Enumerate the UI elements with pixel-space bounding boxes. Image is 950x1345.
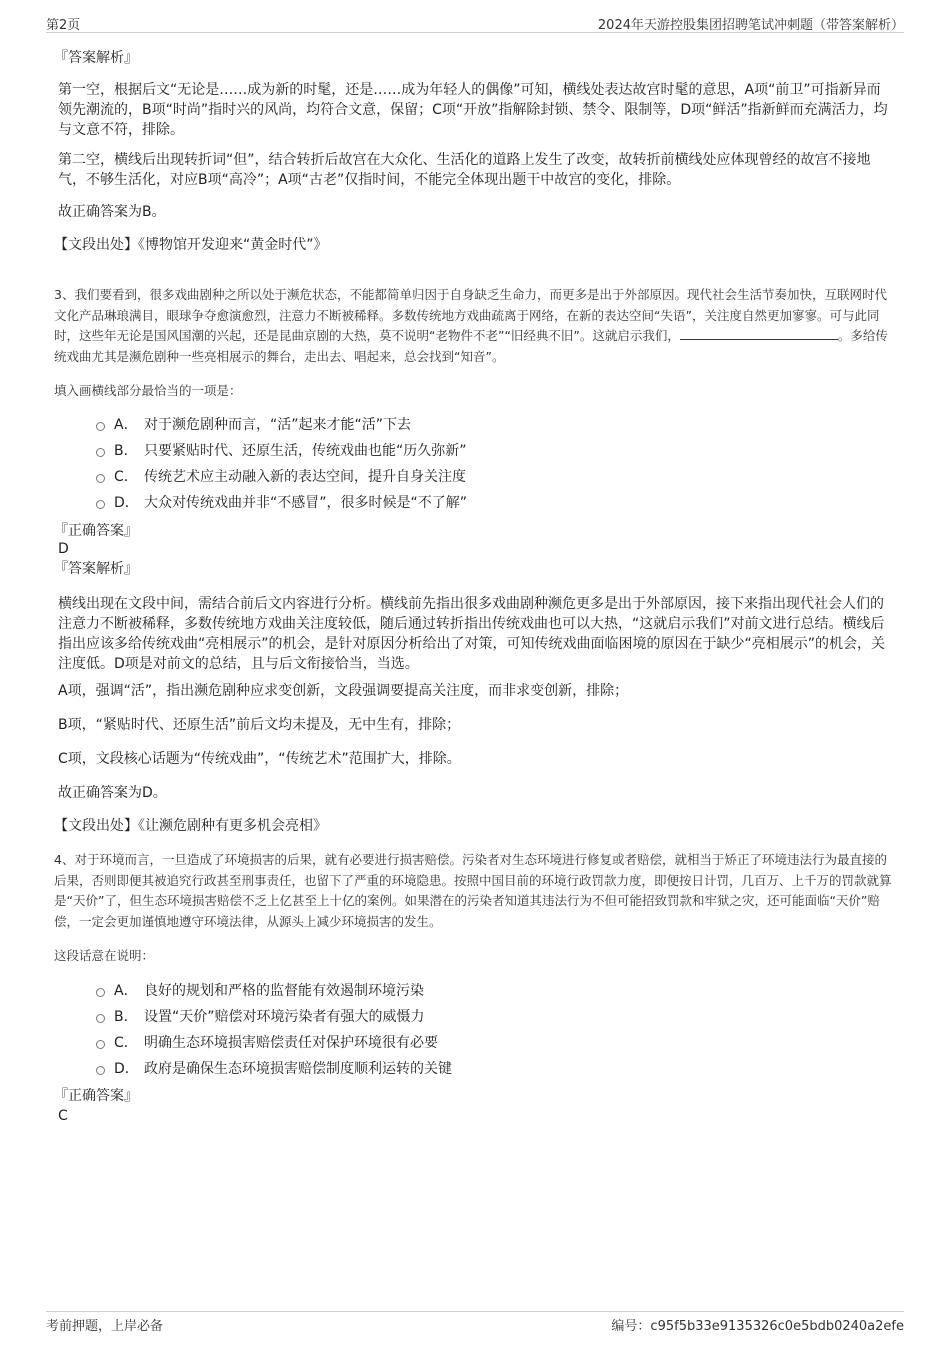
correct-answer: D bbox=[58, 541, 69, 557]
source-citation: 【文段出处】《让濒危剧种有更多机会亮相》 bbox=[54, 818, 327, 834]
option-b[interactable]: B． 设置“天价”赔偿对环境污染者有强大的威慑力 bbox=[96, 1003, 856, 1029]
radio-button[interactable] bbox=[96, 474, 105, 483]
question-3-prompt: 填入画横线部分最恰当的一项是： bbox=[54, 383, 242, 398]
radio-button[interactable] bbox=[96, 1014, 105, 1023]
option-d[interactable]: D． 大众对传统戏曲并非“不感冒”，很多时候是“不了解” bbox=[96, 489, 856, 515]
option-d[interactable]: D． 政府是确保生态环境损害赔偿制度顺利运转的关键 bbox=[96, 1055, 856, 1081]
analysis-paragraph: A项，强调“活”，指出濒危剧种应求变创新，文段强调要提高关注度，而非求变创新，排除； bbox=[58, 683, 629, 699]
page-header bbox=[46, 14, 904, 33]
option-b[interactable]: B． 只要紧贴时代、还原生活，传统戏曲也能“历久弥新” bbox=[96, 437, 856, 463]
analysis-conclusion: 故正确答案为D。 bbox=[58, 785, 167, 801]
answer-analysis-label: 『答案解析』 bbox=[54, 50, 138, 66]
question-4-stem: 4、对于环境而言，一旦造成了环境损害的后果，就有必要进行损害赔偿。污染者对生态环境进行修复或者赔偿，就相当于矫正了环境违法行为最直接的后果，否则即便其被追究行政甚至刑事责任，也留下了严重的环境隐患。按照中国目前的环境行政罚款力度，即便按日计罚，几百万、上千万的罚款就算是“天价”了，但生态环境损害赔偿不乏上亿甚至上十亿的案例。如果潜在的污染者知道其违法行为不但可能招致罚款和牢狱之灾，还可能面临“天价”赔偿，一定会更加谨慎地遵守环境法律，从源头上减少环境损害的发生。 bbox=[54, 852, 892, 929]
radio-button[interactable] bbox=[96, 1040, 105, 1049]
correct-answer-label: 『正确答案』 bbox=[54, 1088, 138, 1104]
option-c[interactable]: C． 传统艺术应主动融入新的表达空间，提升自身关注度 bbox=[96, 463, 856, 489]
document-id: 编号：c95f5b33e9135326c0e5bdb0240a2efe bbox=[611, 1319, 904, 1334]
analysis-paragraph: C项，文段核心话题为“传统戏曲”，“传统艺术”范围扩大，排除。 bbox=[58, 751, 461, 767]
footer-slogan: 考前押题，上岸必备 bbox=[46, 1319, 164, 1334]
source-citation: 【文段出处】《博物馆开发迎来“黄金时代”》 bbox=[54, 237, 328, 253]
fill-blank-line bbox=[680, 327, 838, 340]
radio-button[interactable] bbox=[96, 1066, 105, 1075]
analysis-paragraph: 第二空，横线后出现转折词“但”，结合转折后故宫在大众化、生活化的道路上发生了改变，故转折前横线处应体现曾经的故宫不接地气，不够生活化，对应B项“高冷”；A项“古老”仅指时间，不能完全体现出题干中故宫的变化，排除。 bbox=[58, 152, 871, 188]
radio-button[interactable] bbox=[96, 448, 105, 457]
question-4-options bbox=[96, 977, 856, 1081]
analysis-paragraph: 第一空，根据后文“无论是……成为新的时髦，还是……成为年轻人的偶像”可知，横线处表达故宫时髦的意思，A项“前卫”可指新异而领先潮流的，B项“时尚”指时兴的风尚，均符合文意，保留；C项“开放”指解除封锁、禁令、限制等，D项“鲜活”指新鲜而充满活力，均与文意不符，排除。 bbox=[58, 82, 888, 138]
radio-button[interactable] bbox=[96, 988, 105, 997]
analysis-conclusion: 故正确答案为B。 bbox=[58, 204, 166, 220]
option-a[interactable]: A． 良好的规划和严格的监督能有效遏制环境污染 bbox=[96, 977, 856, 1003]
analysis-paragraph: B项，“紧贴时代、还原生活”前后文均未提及，无中生有，排除； bbox=[58, 717, 461, 733]
answer-analysis-label: 『答案解析』 bbox=[54, 561, 138, 577]
page-number: 第2页 bbox=[46, 18, 81, 33]
question-3-text-after: 。多给传统戏曲尤其是濒危剧种一些亮相展示的舞台，走出去、唱起来，总会找到“知音”。 bbox=[54, 328, 888, 364]
question-4-prompt: 这段话意在说明： bbox=[54, 948, 155, 963]
document-title: 2024年天游控股集团招聘笔试冲刺题（带答案解析） bbox=[597, 18, 904, 33]
question-3-stem bbox=[54, 285, 896, 367]
question-3-text: 3、我们要看到，很多戏曲剧种之所以处于濒危状态，不能都简单归因于自身缺乏生命力，而更多是出于外部原因。现代社会生活节奏加快，互联网时代文化产品琳琅满目，眼球争夺愈演愈烈，注意力不断被稀释。多数传统地方戏曲疏离于网络，在新的表达空间“失语”，关注度自然更加寥寥。可与此同时，这些年无论是国风国潮的兴起，还是昆曲京剧的大热，莫不说明“老物件不老”“旧经典不旧”。这就启示我们， bbox=[54, 287, 887, 343]
correct-answer-label: 『正确答案』 bbox=[54, 523, 138, 539]
page-footer bbox=[46, 1311, 904, 1334]
radio-button[interactable] bbox=[96, 500, 105, 509]
option-c[interactable]: C． 明确生态环境损害赔偿责任对保护环境很有必要 bbox=[96, 1029, 856, 1055]
radio-button[interactable] bbox=[96, 422, 105, 431]
analysis-paragraph: 横线出现在文段中间，需结合前后文内容进行分析。横线前先指出很多戏曲剧种濒危更多是出于外部原因，接下来指出现代社会人们的注意力不断被稀释，多数传统地方戏曲关注度较低，随后通过转折指出传统戏曲也可以大热，“这就启示我们”对前文进行总结。横线后指出应该多给传统戏曲“亮相展示”的机会，是针对原因分析给出了对策，可知传统戏曲面临困境的原因在于缺少“亮相展示”的机会，关注度低。D项是对前文的总结，且与后文衔接恰当，当选。 bbox=[58, 596, 886, 672]
option-a[interactable]: A． 对于濒危剧种而言，“活”起来才能“活”下去 bbox=[96, 411, 856, 437]
correct-answer: C bbox=[58, 1108, 68, 1124]
question-3-options bbox=[96, 411, 856, 515]
